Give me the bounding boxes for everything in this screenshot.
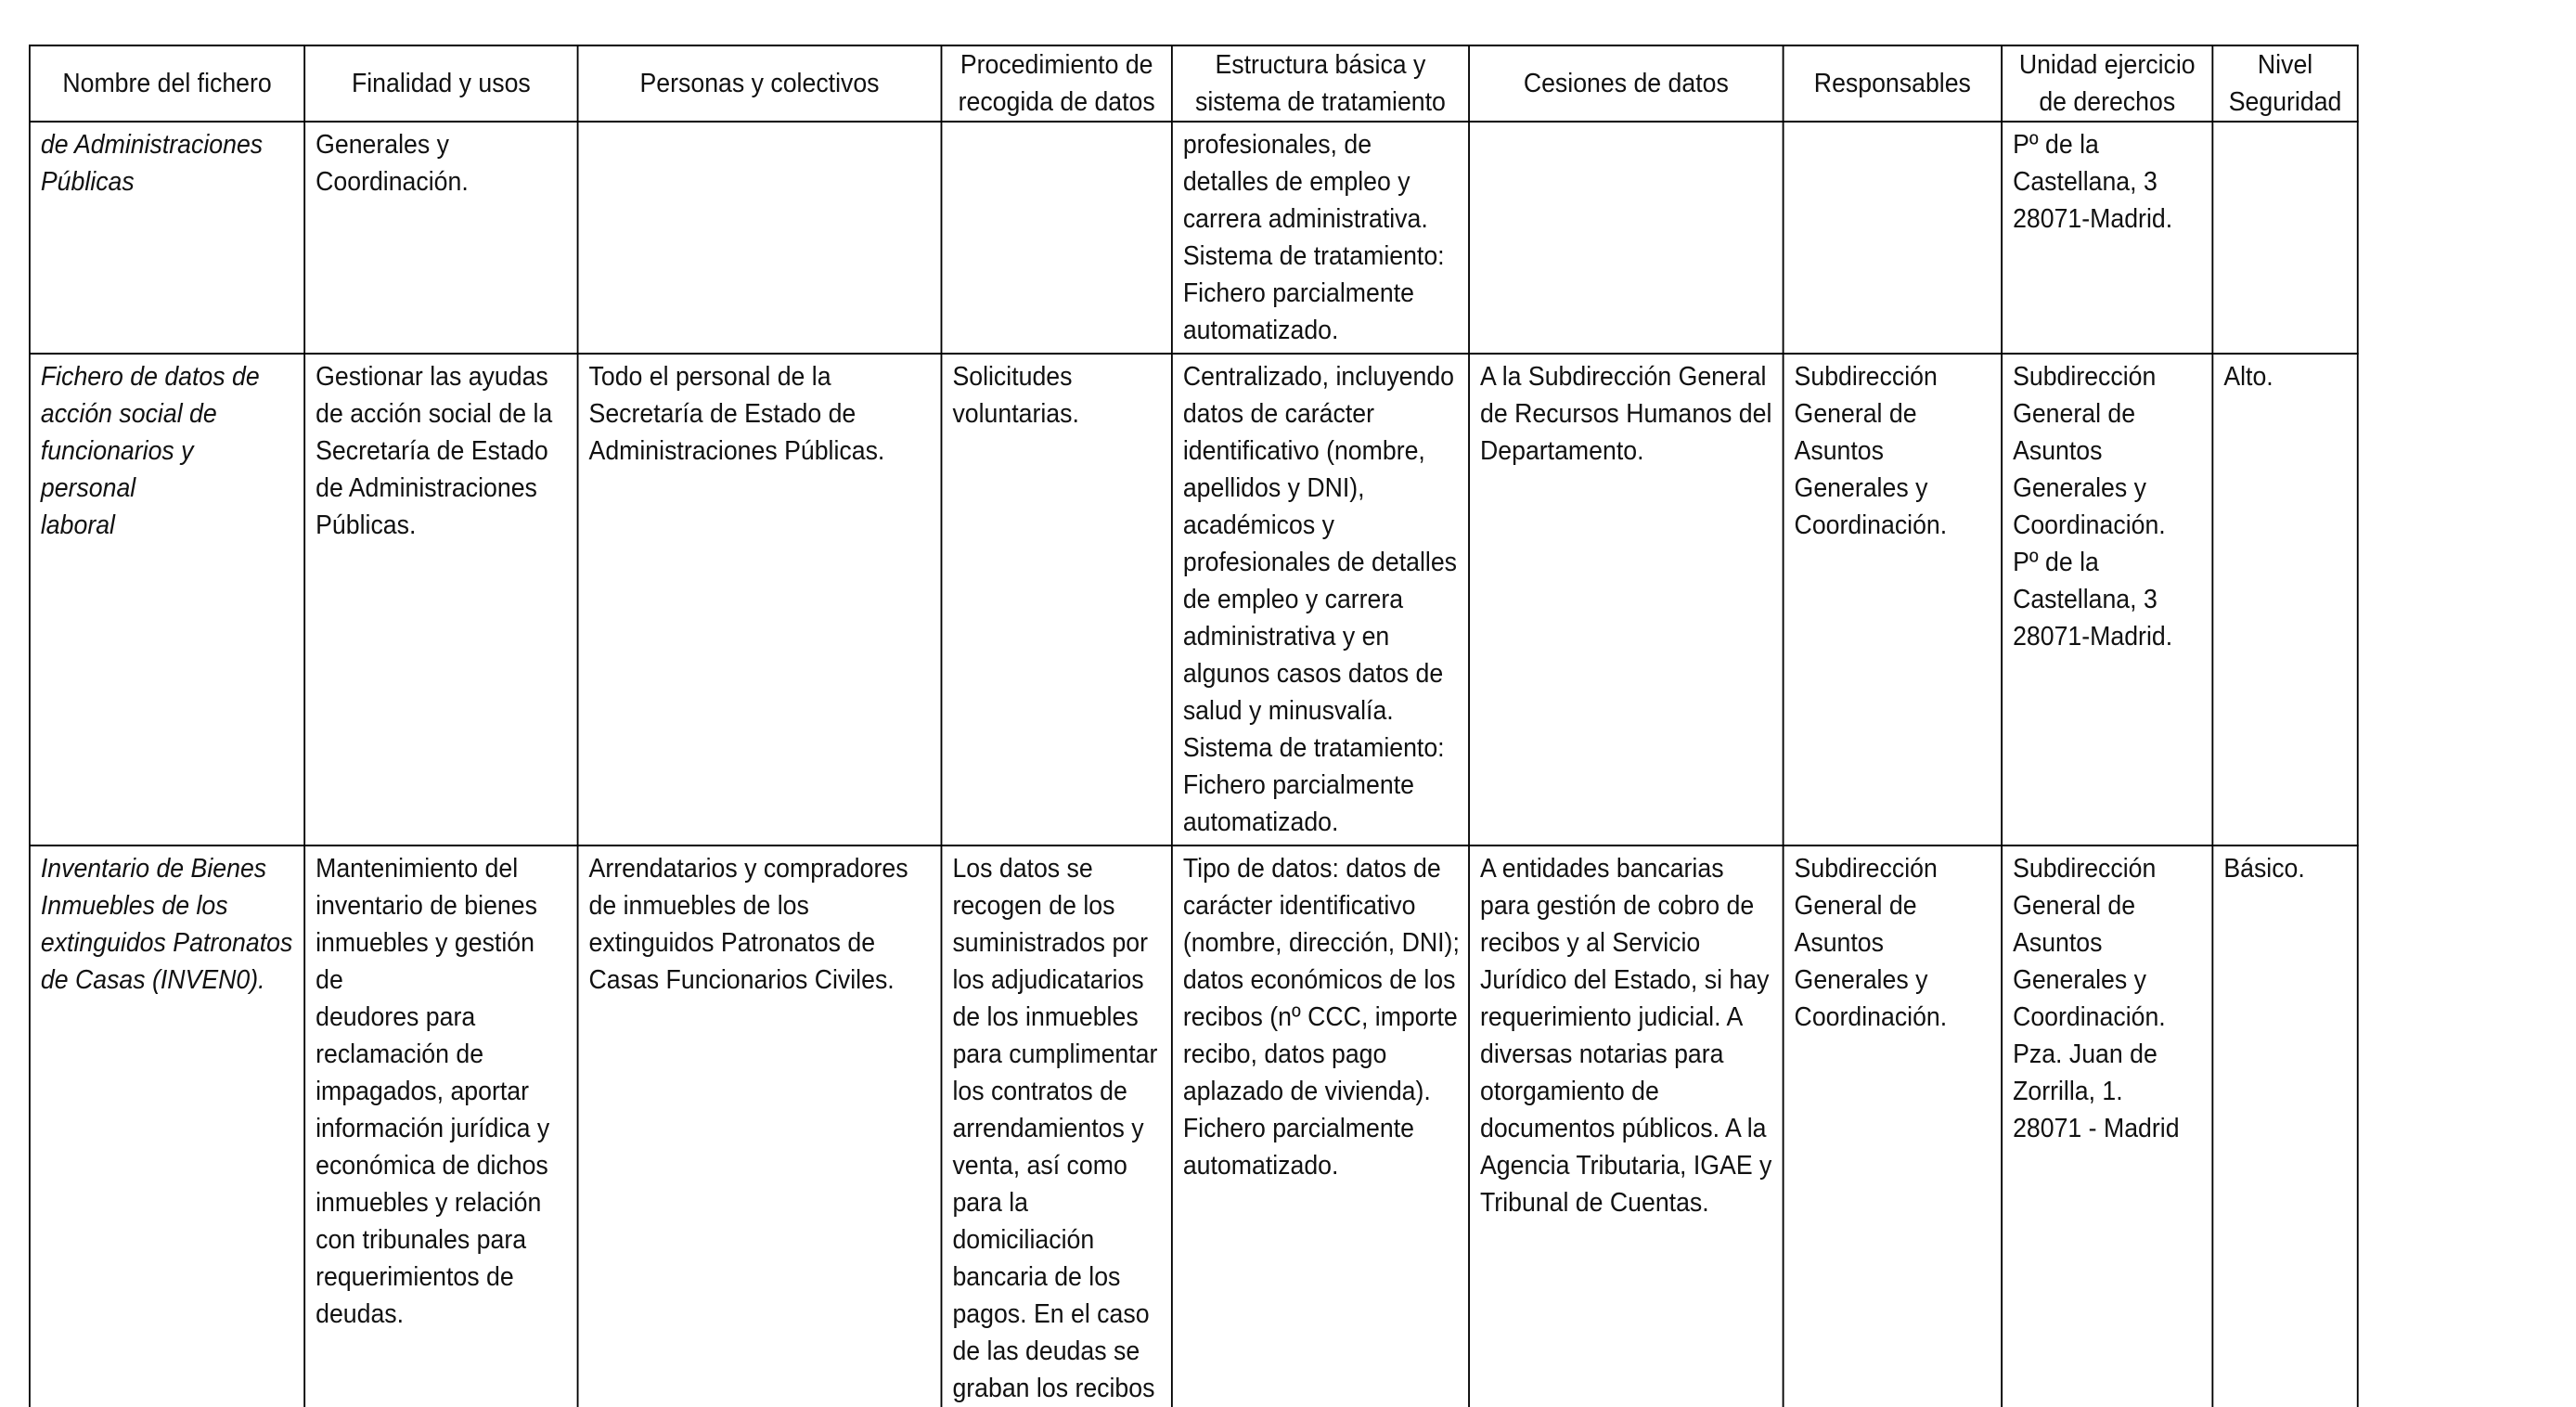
cell-finalidad: Mantenimiento del inventario de bienes inmuebles y gestión de deudores para reclamación de impagados, aportar información jurídica y económica de dichos inmuebles y relación con tribunales para requerimientos de deudas. [304,845,577,1407]
data-files-table [29,45,2359,1407]
cell-procedimiento [941,122,1171,354]
table-row [30,122,2358,354]
cell-nivel: Alto. [2212,354,2357,845]
header-nombre: Nombre del fichero [30,45,304,122]
cell-nombre: Fichero de datos de acción social de funcionarios y personal laboral [30,354,304,845]
cell-nombre: de Administraciones Públicas [30,122,304,354]
header-finalidad: Finalidad y usos [304,45,577,122]
cell-responsables: Subdirección General de Asuntos Generales y Coordinación. [1784,354,2003,845]
header-unidad: Unidad ejercicio de derechos [2002,45,2212,122]
header-responsables: Responsables [1784,45,2003,122]
cell-estructura: Tipo de datos: datos de carácter identificativo (nombre, dirección, DNI); datos económicos de los recibos (nº CCC, importe recibo, datos pago aplazado de vivienda). Fichero parcialmente automatizado. [1172,845,1469,1407]
header-cesiones: Cesiones de datos [1469,45,1784,122]
cell-nivel: Básico. [2212,845,2357,1407]
table-row [30,354,2358,845]
table-header-row [30,45,2358,122]
cell-unidad: Subdirección General de Asuntos Generales y Coordinación. Pº de la Castellana, 3 28071-Madrid. [2002,354,2212,845]
cell-personas: Arrendatarios y compradores de inmuebles de los extinguidos Patronatos de Casas Funcionarios Civiles. [578,845,942,1407]
cell-estructura: Centralizado, incluyendo datos de carácter identificativo (nombre, apellidos y DNI), académicos y profesionales de detalles de empleo y carrera administrativa y en algunos casos datos de salud y minusvalía. Sistema de tratamiento: Fichero parcialmente automatizado. [1172,354,1469,845]
cell-finalidad: Gestionar las ayudas de acción social de la Secretaría de Estado de Administraciones Públicas. [304,354,577,845]
cell-cesiones [1469,122,1784,354]
header-personas: Personas y colectivos [578,45,942,122]
cell-procedimiento: Los datos se recogen de los suministrados por los adjudicatarios de los inmuebles para cumplimentar los contratos de arrendamientos y venta, así como para la domiciliación bancaria de los pagos. En el caso de las deudas se graban los recibos [941,845,1171,1407]
header-procedimiento: Procedimiento de recogida de datos [941,45,1171,122]
cell-personas: Todo el personal de la Secretaría de Estado de Administraciones Públicas. [578,354,942,845]
table-row [30,845,2358,1407]
cell-cesiones: A entidades bancarias para gestión de cobro de recibos y al Servicio Jurídico del Estado, si hay requerimiento judicial. A diversas notarias para otorgamiento de documentos públicos. A la Agencia Tributaria, IGAE y Tribunal de Cuentas. [1469,845,1784,1407]
cell-finalidad: Generales y Coordinación. [304,122,577,354]
cell-nombre: Inventario de Bienes Inmuebles de los extinguidos Patronatos de Casas (INVEN0). [30,845,304,1407]
header-nivel: Nivel Seguridad [2212,45,2357,122]
header-estructura: Estructura básica y sistema de tratamiento [1172,45,1469,122]
cell-unidad: Pº de la Castellana, 3 28071-Madrid. [2002,122,2212,354]
cell-estructura: profesionales, de detalles de empleo y carrera administrativa. Sistema de tratamiento: Fichero parcialmente automatizado. [1172,122,1469,354]
cell-cesiones: A la Subdirección General de Recursos Humanos del Departamento. [1469,354,1784,845]
cell-procedimiento: Solicitudes voluntarias. [941,354,1171,845]
cell-personas [578,122,942,354]
cell-responsables [1784,122,2003,354]
cell-responsables: Subdirección General de Asuntos Generales y Coordinación. [1784,845,2003,1407]
cell-unidad: Subdirección General de Asuntos Generales y Coordinación. Pza. Juan de Zorrilla, 1. 28071 - Madrid [2002,845,2212,1407]
cell-nivel [2212,122,2357,354]
